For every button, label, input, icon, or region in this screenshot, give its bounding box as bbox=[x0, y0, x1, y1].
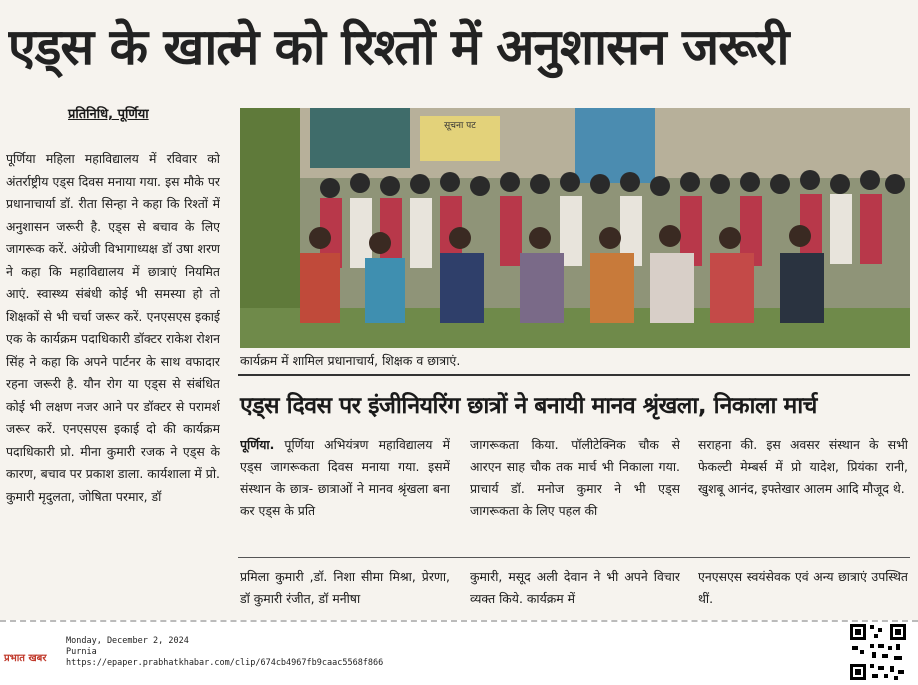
sub-article-column-1 bbox=[240, 434, 450, 549]
left-article-continued-2: कुमारी, मसूद अली देवान ने भी अपने विचार व्यक्त किये. कार्यक्रम में bbox=[470, 569, 680, 606]
notice-board-text: सूचना पट bbox=[444, 121, 476, 131]
left-article-continued-1: प्रमिला कुमारी ,डॉ. निशा सीमा मिश्रा, प्रेरणा, डॉ कुमारी रंजीत, डॉ मनीषा bbox=[240, 569, 450, 606]
byline: प्रतिनिधि, पूर्णिया bbox=[68, 107, 149, 122]
section-divider bbox=[238, 374, 910, 376]
clip-edition: Purnia bbox=[66, 647, 97, 657]
brand-logo: प्रभात खबर bbox=[4, 653, 47, 664]
lower-divider bbox=[238, 557, 910, 558]
clip-date: Monday, December 2, 2024 bbox=[66, 636, 189, 646]
photo-caption: कार्यक्रम में शामिल प्रधानाचार्य, शिक्षक व छात्राएं. bbox=[240, 353, 461, 368]
group-photo bbox=[240, 108, 910, 348]
qr-code-icon[interactable] bbox=[848, 622, 908, 682]
clip-url[interactable]: https://epaper.prabhatkhabar.com/clip/674cb4967fb9caac5568f866 bbox=[66, 658, 384, 668]
footer bbox=[0, 620, 918, 685]
sub-article-dateline: पूर्णिया. bbox=[240, 437, 275, 452]
left-article-continued-3: एनएसएस स्वयंसेवक एवं अन्य छात्राएं उपस्थित थीं. bbox=[698, 569, 908, 606]
clip-meta bbox=[66, 636, 383, 669]
sub-headline: एड्स दिवस पर इंजीनियरिंग छात्रों ने बनायी मानव श्रृंखला, निकाला मार्च bbox=[240, 393, 817, 419]
headline: एड्स के खात्मे को रिश्तों में अनुशासन जरूरी bbox=[8, 18, 789, 76]
sub-article-column-1-text: पूर्णिया अभियंत्रण महाविद्यालय में एड्स जागरूकता दिवस मनाया गया. इसमें संस्थान के छात्र- छात्राओं ने मानव श्रृंखला बना कर एड्स के प्रति bbox=[240, 437, 450, 518]
group-photo-illustration bbox=[240, 108, 910, 348]
sub-article-column-3: सराहना की. इस अवसर संस्थान के सभी फेकल्टी मेम्बर्स में प्रो यादेश, प्रियंका रानी, खुशबू आनंद, इफ्तेखार आलम आदि मौजूद थे. bbox=[698, 437, 908, 496]
left-article-body: पूर्णिया महिला महाविद्यालय में रविवार को अंतर्राष्ट्रीय एड्स दिवस मनाया गया. इस मौके पर प्रधानाचार्या डॉ. रीता सिन्हा ने कहा कि रिश्तों में अनुशासन जरूरी है. एड्स से बचाव के लिए जागरूक करें. अंग्रेजी विभागाध्यक्ष डॉ उषा शरण ने कहा कि महाविद्यालय में छात्राएं नियमित आएं. स्वास्थ्य संबंधी कोई भी समस्या हो तो शिक्षकों से भी चर्चा जरूर करें. एनएसएस इकाई एक के कार्यक्रम पदाधिकारी डॉक्टर राकेश रोशन सिंह ने कहा कि अपने पार्टनर के साथ वफादार रहना जरूरी है. यौन रोग या एड्स से संबंधित कोई भी लक्षण नजर आने पर डॉक्टर से परामर्श जरूर करें. एनएसएस इकाई दो की कार्यक्रम पदाधिकारी प्रो. मीना कुमारी रजक ने एड्स के कारण, बचाव पर प्रकाश डाला. कार्यशाला में प्रो. कुमारी मृदुलता, जोषिता परमार, डॉ bbox=[6, 151, 220, 504]
sub-article-column-2: जागरूकता किया. पॉलीटेक्निक चौक से आरएन साह चौक तक मार्च भी निकाला गया. प्राचार्य डॉ. मनोज कुमार ने भी एड्स जागरूकता के लिए पहल की bbox=[470, 437, 680, 518]
